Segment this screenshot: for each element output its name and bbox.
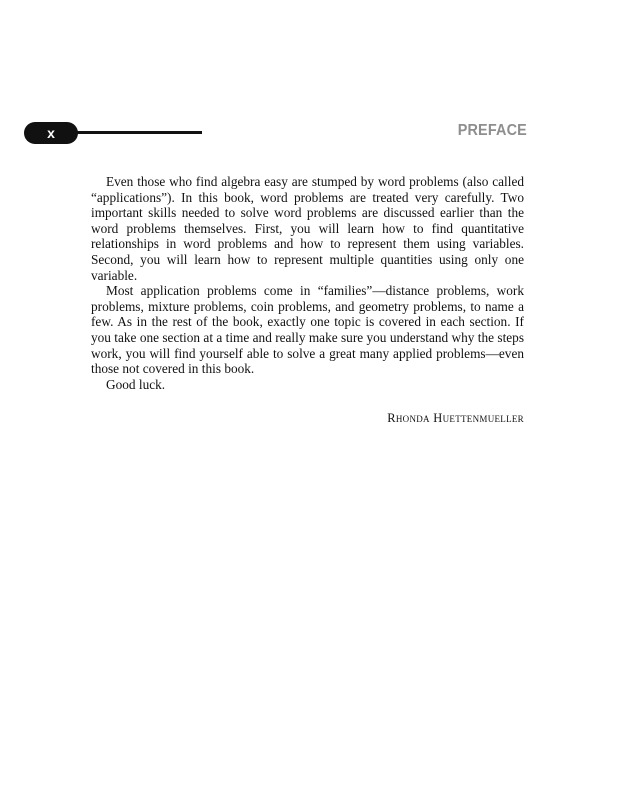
- header-rule: [74, 131, 202, 134]
- running-title: PREFACE: [457, 122, 527, 139]
- page-number-badge: x: [24, 122, 78, 144]
- paragraph-3: Good luck.: [106, 376, 166, 392]
- paragraph-2: Most application problems come in “families”—distance problems, work problems, mixture problems, coin problems, and geometry problems, to name a few. As in the rest of the book, exactly one topic is covered in each section. If you take one section at a time and really make sure you understand why the steps work, you will find yourself able to solve a great many applied problems—even those not covered in this book.: [91, 283, 524, 377]
- paragraph-1: Even those who find algebra easy are stumped by word problems (also called “applications”). In this book, word problems are treated very carefully. Two important skills needed to solve word problems are discussed earlier than the word problems themselves. First, you will learn how to find quantitative relationships in word problems and how to represent them using variables. Second, you will learn how to represent multiple quantities using only one variable.: [91, 174, 524, 283]
- page-header: [24, 120, 527, 146]
- author-signature: Rhonda Huettenmueller: [387, 411, 524, 425]
- preface-body: [91, 174, 524, 392]
